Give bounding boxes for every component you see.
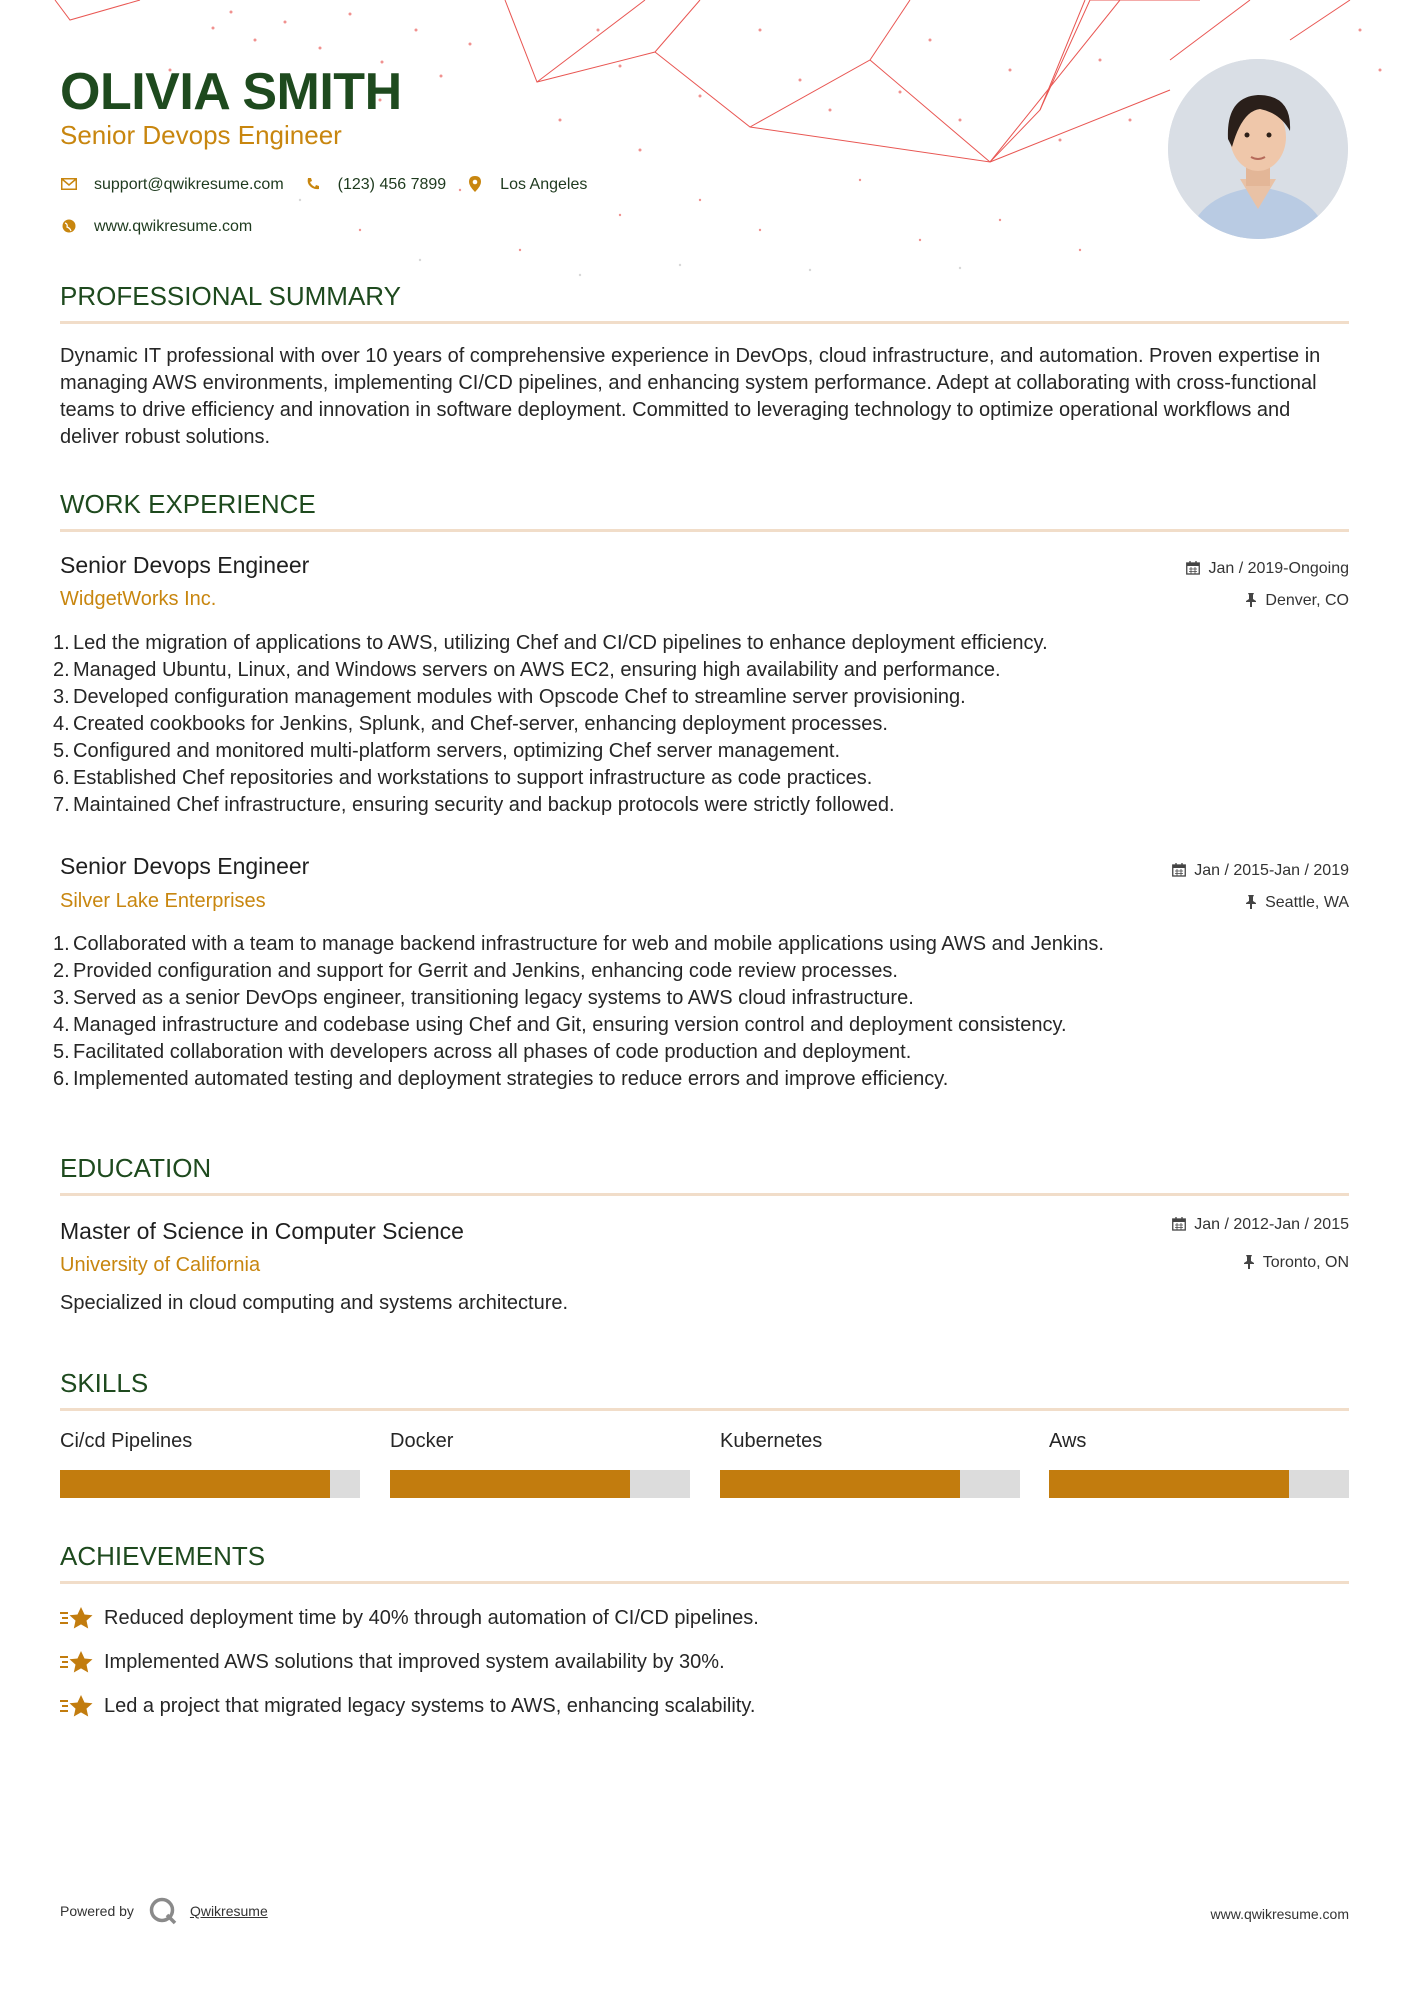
calendar-icon — [1186, 561, 1200, 578]
skill-level-fill — [60, 1470, 330, 1498]
contact-info — [60, 173, 607, 257]
section-divider — [60, 529, 1349, 532]
contact-row-secondary — [60, 215, 607, 239]
skill-level-bar — [720, 1470, 1020, 1498]
location-text: Los Angeles — [500, 176, 588, 193]
list-item: 4. Created cookbooks for Jenkins, Splunk, and Chef-server, enhancing deployment processes. — [53, 713, 888, 735]
avatar-portrait-image — [1168, 59, 1348, 239]
list-item: 2. Provided configuration and support for Gerrit and Jenkins, enhancing code review processes. — [53, 960, 898, 982]
list-item: 5. Facilitated collaboration with developers across all phases of code production and deployment. — [53, 1041, 912, 1063]
skill-label: Ci/cd Pipelines — [60, 1430, 193, 1452]
skill-label: Docker — [390, 1430, 454, 1452]
skill-label: Aws — [1049, 1430, 1087, 1452]
list-item: 7. Maintained Chef infrastructure, ensuring security and backup protocols were strictly followed. — [53, 794, 895, 816]
summary-text: Dynamic IT professional with over 10 years of comprehensive experience in DevOps, cloud infrastructure, and automation. Proven expertise in managing AWS environments, implementing CI/CD pipelines, and enhancing system performance. Adept at collaborating with cross-functional teams to drive efficiency and innovation in software deployment. Committed to leveraging technology to optimize operational workflows and deliver robust solutions. — [60, 345, 1321, 448]
skill-level-bar — [60, 1470, 360, 1498]
list-item: 1. Collaborated with a team to manage backend infrastructure for web and mobile applications using AWS and Jenkins. — [53, 933, 1104, 955]
skill-item — [1049, 1430, 1349, 1498]
job-dates — [1186, 560, 1349, 578]
skill-label: Kubernetes — [720, 1430, 823, 1452]
education-location-text: Toronto, ON — [1262, 1254, 1349, 1271]
map-pin-icon — [466, 176, 484, 195]
section-divider — [60, 1408, 1349, 1411]
achievement-text: Reduced deployment time by 40% through automation of CI/CD pipelines. — [104, 1606, 759, 1629]
qwikresume-link[interactable]: Qwikresume — [189, 1903, 268, 1919]
education-description: Specialized in cloud computing and systems architecture. — [60, 1292, 569, 1314]
summary-heading: PROFESSIONAL SUMMARY — [60, 281, 401, 311]
envelope-icon — [60, 177, 78, 193]
company-name: Silver Lake Enterprises — [60, 890, 266, 912]
achievement-text: Implemented AWS solutions that improved system availability by 30%. — [104, 1650, 725, 1673]
skill-level-bar — [390, 1470, 690, 1498]
education-dates — [1172, 1216, 1349, 1234]
achievement-item — [60, 1692, 755, 1720]
list-item: 6. Implemented automated testing and deployment strategies to reduce errors and improve efficiency. — [53, 1068, 949, 1090]
website-link[interactable]: www.qwikresume.com — [94, 218, 253, 235]
list-item: 3. Developed configuration management modules with Opscode Chef to streamline server provisioning. — [53, 686, 966, 708]
job-dates — [1172, 862, 1349, 880]
pushpin-icon — [1243, 1255, 1255, 1272]
job-bullets — [53, 931, 1104, 1093]
list-item: 5. Configured and monitored multi-platform servers, optimizing Chef server management. — [53, 740, 841, 762]
degree-title: Master of Science in Computer Science — [60, 1218, 464, 1244]
contact-row-primary — [60, 173, 607, 197]
job-dates-text: Jan / 2019-Ongoing — [1208, 560, 1349, 577]
phone-number[interactable]: (123) 456 7899 — [337, 176, 447, 193]
skill-level-fill — [390, 1470, 630, 1498]
job-location — [1245, 592, 1349, 610]
footer-powered-by — [60, 1896, 268, 1926]
profile-photo — [1168, 59, 1348, 239]
achievement-text: Led a project that migrated legacy systems to AWS, enhancing scalability. — [104, 1694, 756, 1717]
list-item: 2. Managed Ubuntu, Linux, and Windows servers on AWS EC2, ensuring high availability and performance. — [53, 659, 1001, 681]
job-dates-text: Jan / 2015-Jan / 2019 — [1194, 862, 1349, 879]
powered-by-label: Powered by — [60, 1903, 134, 1919]
calendar-icon — [1172, 1217, 1186, 1234]
star-icon — [60, 1648, 94, 1676]
job-location-text: Seattle, WA — [1265, 894, 1349, 911]
candidate-title: Senior Devops Engineer — [60, 120, 342, 150]
pushpin-icon — [1245, 593, 1257, 610]
star-icon — [60, 1692, 94, 1720]
candidate-name: OLIVIA SMITH — [60, 63, 402, 121]
job-title: Senior Devops Engineer — [60, 853, 310, 879]
section-divider — [60, 321, 1349, 324]
education-location — [1243, 1254, 1349, 1272]
section-divider — [60, 1581, 1349, 1584]
company-name: WidgetWorks Inc. — [60, 588, 217, 610]
email-link[interactable]: support@qwikresume.com — [94, 176, 284, 193]
list-item: 3. Served as a senior DevOps engineer, transitioning legacy systems to AWS cloud infrastructure. — [53, 987, 914, 1009]
skill-level-bar — [1049, 1470, 1349, 1498]
job-bullets — [53, 630, 1048, 819]
list-item: 1. Led the migration of applications to AWS, utilizing Chef and CI/CD pipelines to enhance deployment efficiency. — [53, 632, 1048, 654]
qwikresume-logo-icon — [148, 1896, 178, 1926]
phone-icon — [304, 177, 322, 194]
job-title: Senior Devops Engineer — [60, 552, 310, 578]
pushpin-icon — [1245, 895, 1257, 912]
skill-level-fill — [1049, 1470, 1289, 1498]
section-divider — [60, 1193, 1349, 1196]
calendar-icon — [1172, 863, 1186, 880]
skill-item — [720, 1430, 1020, 1498]
globe-icon — [60, 219, 78, 236]
list-item: 4. Managed infrastructure and codebase using Chef and Git, ensuring version control and deployment consistency. — [53, 1014, 1067, 1036]
achievement-item — [60, 1648, 725, 1676]
experience-heading: WORK EXPERIENCE — [60, 489, 316, 519]
skills-heading: SKILLS — [60, 1368, 149, 1398]
education-heading: EDUCATION — [60, 1153, 212, 1183]
skill-item — [60, 1430, 360, 1498]
achievements-heading: ACHIEVEMENTS — [60, 1541, 266, 1571]
star-icon — [60, 1604, 94, 1632]
footer-website-link[interactable]: www.qwikresume.com — [1210, 1906, 1349, 1922]
skill-item — [390, 1430, 690, 1498]
education-dates-text: Jan / 2012-Jan / 2015 — [1194, 1216, 1349, 1233]
school-name: University of California — [60, 1254, 261, 1276]
skill-level-fill — [720, 1470, 960, 1498]
job-location-text: Denver, CO — [1265, 592, 1349, 609]
achievement-item — [60, 1604, 759, 1632]
job-location — [1245, 894, 1349, 912]
list-item: 6. Established Chef repositories and workstations to support infrastructure as code practices. — [53, 767, 873, 789]
